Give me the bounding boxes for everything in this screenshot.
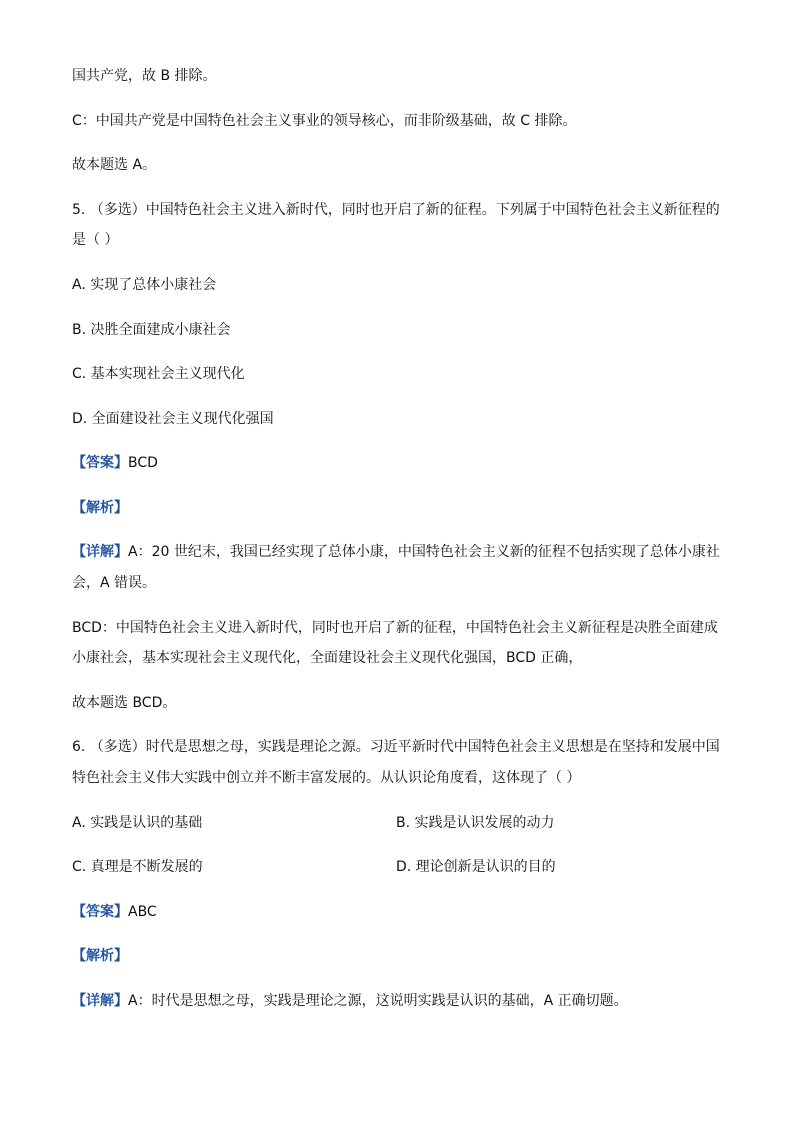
- text-line: 国共产党，故 B 排除。: [72, 68, 217, 84]
- question-5-detail-line1: [72, 542, 720, 562]
- question-5-answer: [72, 453, 158, 473]
- detail-text: A：时代是思想之母，实践是理论之源，这说明实践是认识的基础，A 正确切题。: [128, 993, 628, 1009]
- question-5-analysis-heading: [72, 498, 128, 518]
- answer-value: ABC: [128, 904, 157, 920]
- question-6-option-d: D. 理论创新是认识的目的: [396, 859, 556, 875]
- question-5-bcd-line2: 小康社会，基本实现社会主义现代化，全面建设社会主义现代化强国，BCD 正确，: [72, 650, 583, 666]
- question-5-conclusion: 故本题选 BCD。: [72, 695, 177, 711]
- question-5-bcd-line1: BCD：中国特色社会主义进入新时代，同时也开启了新的征程，中国特色社会主义新征程是决胜全面建成: [72, 620, 718, 636]
- text-line: C：中国共产党是中国特色社会主义事业的领导核心，而非阶级基础，故 C 排除。: [72, 113, 577, 129]
- question-6-stem-line2: 特色社会主义伟大实践中创立并不断丰富发展的。从认识论角度看，这体现了（ ）: [72, 770, 581, 786]
- question-5-option-b: B. 决胜全面建成小康社会: [72, 322, 231, 338]
- question-5-stem-line1: 5. （多选）中国特色社会主义进入新时代，同时也开启了新的征程。下列属于中国特色社会主义新征程的: [72, 202, 720, 218]
- question-5-option-d: D. 全面建设社会主义现代化强国: [72, 411, 274, 427]
- question-6-stem-line1: 6. （多选）时代是思想之母，实践是理论之源。习近平新时代中国特色社会主义思想是在坚持和发展中国: [72, 739, 720, 755]
- detail-tag: 【详解】: [72, 993, 128, 1009]
- question-6-answer: [72, 902, 157, 922]
- detail-tag: 【详解】: [72, 544, 128, 560]
- detail-text: A：20 世纪末，我国已经实现了总体小康，中国特色社会主义新的征程不包括实现了总体小康社: [128, 544, 720, 560]
- question-5-option-c: C. 基本实现社会主义现代化: [72, 366, 245, 382]
- question-5-stem-line2: 是（ ）: [72, 232, 119, 248]
- analysis-tag: 【解析】: [72, 500, 128, 516]
- question-6-detail-line1: [72, 991, 628, 1011]
- question-6-analysis-heading: [72, 946, 128, 966]
- question-5-option-a: A. 实现了总体小康社会: [72, 277, 217, 293]
- answer-tag: 【答案】: [72, 904, 128, 920]
- question-6-option-a: A. 实践是认识的基础: [72, 815, 203, 831]
- answer-value: BCD: [128, 455, 158, 471]
- question-6-option-c: C. 真理是不断发展的: [72, 859, 203, 875]
- text-line: 故本题选 A。: [72, 157, 157, 173]
- analysis-tag: 【解析】: [72, 948, 128, 964]
- answer-tag: 【答案】: [72, 455, 128, 471]
- question-5-detail-line2: 会，A 错误。: [72, 575, 157, 591]
- question-6-option-b: B. 实践是认识发展的动力: [396, 815, 555, 831]
